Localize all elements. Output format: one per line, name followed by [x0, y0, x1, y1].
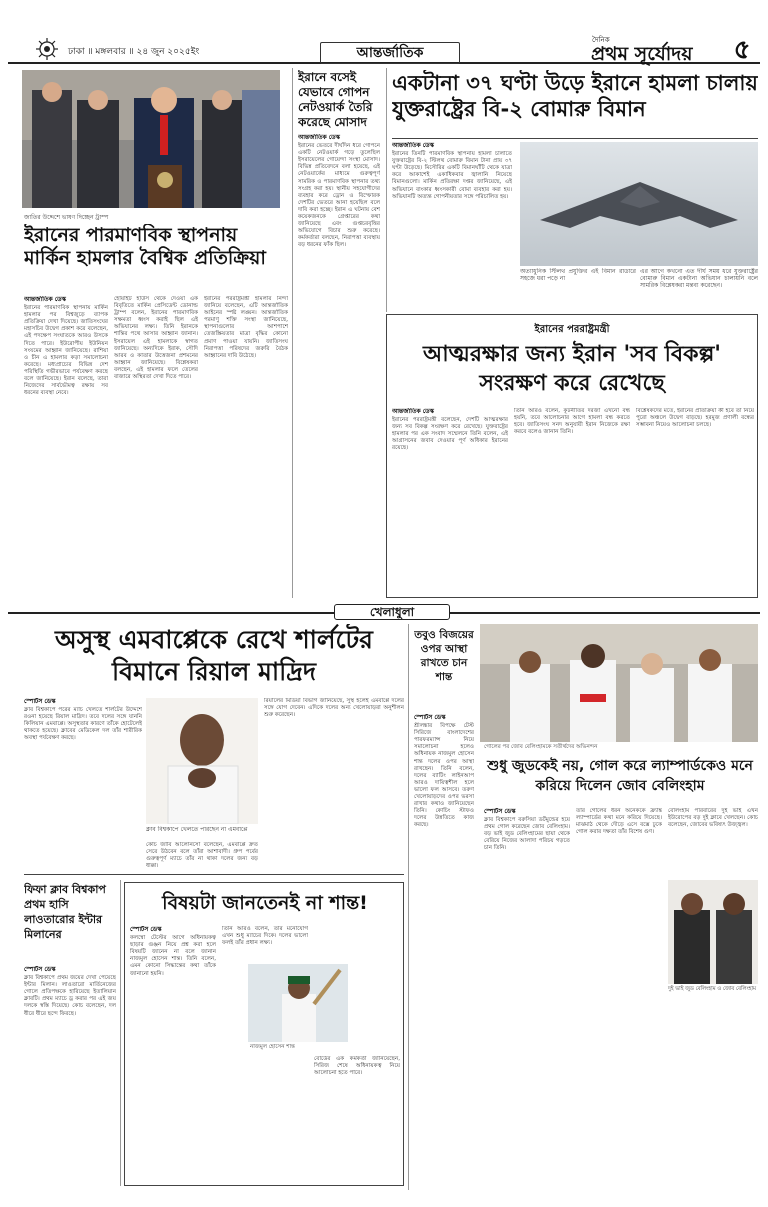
b2-bomber-photo — [520, 142, 758, 266]
iran-fm-col3 — [636, 408, 754, 594]
article-body: রিয়ালের মিডিয়া বিভাগ জানিয়েছে, সুস্থ হলেই এমবাপ্পে দলের সঙ্গে যোগ দেবেন। এদিকে দলের অন্য খেলোয়াড়রা অনুশীলন শুরু করেছেন। — [264, 698, 404, 719]
article-body: তিনি আরও বলেন, কূটনীতির দরজা এখনো বন্ধ হয়নি, তবে আলোচনার আগে হামলা বন্ধ করতে হবে। জাতিসংঘ সনদ অনুযায়ী ইরান নিজেকে রক্ষা করবে বলেও জানান তিনি। — [514, 408, 630, 436]
bellingham-col2 — [576, 808, 662, 1186]
column-divider — [120, 880, 121, 1186]
article-body: ইরানের পররাষ্ট্রমন্ত্রী হামলার নিন্দা জানিয়ে বলেছেন, এটি আন্তর্জাতিক আইনের স্পষ্ট লঙ্ঘন। আন্তর্জাতিক পরমাণু শক্তি সংস্থা জানিয়েছে, স্থাপনাগুলোর আশপাশে তেজস্ক্রিয়তার মাত্রা বৃদ্ধির কোনো প্রমাণ পাওয়া যায়নি। জাতিসংঘ নিরাপত্তা পরিষদের জরুরি বৈঠক আহ্বানের দাবি উঠেছে। — [204, 296, 288, 359]
byline: স্পোর্টস ডেস্ক — [130, 926, 162, 933]
article-body: বিশ্লেষকদের মতে, ইরানের প্রতিক্রিয়া কী হবে তা নিয়ে পুরো অঞ্চলে উদ্বেগ বাড়ছে। হরমুজ প্রণালী বন্ধের সম্ভাবনা নিয়েও আলোচনা চলছে। — [636, 408, 754, 429]
column-divider — [408, 624, 409, 1190]
byline: স্পোর্টস ডেস্ক — [414, 714, 446, 721]
byline: স্পোর্টস ডেস্ক — [24, 966, 56, 973]
article-body: তিনি আরও বলেন, তাঁর মনোযোগ এখন শুধু ম্যাচের দিকে। দলের ভালো ফলই তাঁর প্রধান লক্ষ্য। — [222, 926, 308, 947]
sports-section-band — [8, 604, 760, 620]
iran-fm-col1 — [392, 408, 508, 594]
brand-prefix: দৈনিক — [592, 36, 610, 44]
article-body: ক্লাব বিশ্বকাপে বরুসিয়া ডর্টমুন্ডের হয়ে প্রথম গোল করেছেন জোব বেলিংহাম। বড় ভাই জুড বেলিংহামের ছায়া থেকে বেরিয়ে নিজের আলাদা পরিচয় গড়তে চান তিনি। — [484, 817, 570, 852]
article-body: ইরানের পারমাণবিক স্থাপনায় মার্কিন হামলার পর বিশ্বজুড়ে ব্যাপক প্রতিক্রিয়া দেখা দিয়েছে। জাতিসংঘের মহাসচিব উদ্বেগ প্রকাশ করে বলেছেন, এই পদক্ষেপ সংঘাতকে আরও উসকে দিতে পারে। ইউরোপীয় ইউনিয়ন সংযমের আহ্বান জানিয়েছে। রাশিয়া ও চীন এ হামলার কড়া সমালোচনা করেছে। মধ্যপ্রাচ্যের বিভিন্ন দেশ পরিস্থিতি গভীরভাবে পর্যবেক্ষণ করছে বলে জানিয়েছে। ইরান বলেছে, তারা নিজেদের সার্বভৌমত্ব রক্ষায় সব ধরনের ব্যবস্থা নেবে। — [24, 305, 108, 397]
headline-hope: তবুও বিজয়ের ওপর আস্থা রাখতে চান শান্ত — [414, 629, 474, 683]
article-body: তাঁর গোলের ধরন অনেককে ফ্র্যাঙ্ক ল্যাম্পার্ডের কথা মনে করিয়ে দিয়েছে। মাঝমাঠ থেকে দৌড়ে এসে বক্সে ঢুকে গোল করার দক্ষতা তাঁর বিশেষ গুণ। — [576, 808, 662, 836]
sports-section-title: খেলাধুলা — [334, 604, 450, 620]
bellingham-celebration-photo — [480, 624, 758, 742]
headline-iran-fm: আত্মরক্ষার জন্য ইরান 'সব বিকল্প' সংরক্ষণ করে রেখেছে — [422, 342, 722, 396]
iran-strike-col2 — [114, 296, 198, 598]
headline-b2: একটানা ৩৭ ঘণ্টা উড়ে ইরানে হামলা চালায় যুক্তরাষ্ট্রের বি-২ বোমারু বিমান — [392, 71, 758, 121]
photo-caption: অত্যাধুনিক স্টিলথ প্রযুক্তির এই বিমান রাডারে সহজে ধরা পড়ে না — [520, 268, 636, 283]
byline: আন্তর্জাতিক ডেস্ক — [298, 134, 340, 141]
article-body: ক্লাব বিশ্বকাপে প্রথম জয়ের দেখা পেয়েছে ইন্টার মিলান। লাওতারো মার্তিনেজের গোলে প্রতিপক্ষকে হারিয়েছে ইতালিয়ান ক্লাবটি। প্রথম ম্যাচে ড্র করার পর এই জয় দলকে স্বস্তি দিয়েছে। কোচ বলেছেন, দল ধীরে ধীরে ছন্দে ফিরছে। — [24, 975, 116, 1017]
photo-caption: জাতির উদ্দেশে ভাষণ দিচ্ছেন ট্রাম্প — [24, 214, 109, 221]
byline: স্পোর্টস ডেস্ক — [484, 808, 516, 815]
article-body: ইরানের পররাষ্ট্রমন্ত্রী বলেছেন, দেশটি আত্মরক্ষার জন্য সব বিকল্প সংরক্ষণ করে রেখেছে। যুক্তরাষ্ট্রের হামলার পর এক সংবাদ সম্মেলনে তিনি বলেন, এই আগ্রাসনের জবাব দেওয়ার পূর্ণ অধিকার ইরানের রয়েছে। — [392, 417, 508, 452]
ornament-icon — [36, 38, 58, 60]
article-body: হোয়াইট হাউস থেকে দেওয়া এক বিবৃতিতে মার্কিন প্রেসিডেন্ট ডোনাল্ড ট্রাম্প বলেন, ইরানের পারমাণবিক সক্ষমতা ধ্বংস করাই ছিল এই অভিযানের লক্ষ্য। তিনি ইরানকে শান্তির পথে আসার আহ্বান জানান। ইসরায়েল এই হামলাকে স্বাগত জানিয়েছে। অন্যদিকে ইরাক, সৌদি আরব ও কাতার উত্তেজনা প্রশমনের আহ্বান জানিয়েছে। বিশ্লেষকরা বলছেন, এই হামলার ফলে তেলের বাজারে অস্থিরতা দেখা দিতে পারে। — [114, 296, 198, 381]
mbappe-col1 — [24, 698, 142, 870]
photo-caption: ক্লাব বিশ্বকাপে খেলতে পারছেন না এমবাপ্পে — [146, 826, 248, 833]
iran-fm-col2 — [514, 408, 630, 594]
article-body: বেলিংহাম পরিবারের দুই ভাই এখন ইউরোপের বড় দুই ক্লাবে খেলছেন। কোচ বলেছেন, জোবের ভবিষ্যৎ উজ্জ্বল। — [668, 808, 758, 829]
page-number: ৫ — [733, 35, 751, 65]
page-header — [8, 4, 760, 64]
mbappe-photo — [146, 698, 258, 824]
headline-mossad: ইরানে বসেই যেভাবে গোপন নেটওয়ার্ক তৈরি করেছে মোসাদ — [298, 70, 373, 129]
b2-body — [392, 142, 512, 306]
photo-caption: গোলের পর জোব বেলিংহামকে সতীর্থদের অভিনন্দন — [484, 744, 598, 750]
headline-iran-strike: ইরানের পারমাণবিক স্থাপনায় মার্কিন হামলার বৈশ্বিক প্রতিক্রিয়া — [24, 224, 266, 269]
mbappe-col3 — [264, 698, 404, 870]
iran-strike-col1 — [24, 296, 108, 598]
shanto-photo — [248, 964, 348, 1042]
bellingham-col1 — [484, 808, 570, 1186]
section-title: আন্তর্জাতিক — [320, 42, 460, 64]
kicker-iran-fm: ইরানের পররাষ্ট্রমন্ত্রী — [534, 324, 610, 335]
article-body: ইরানের ভেতরে দীর্ঘদিন ধরে গোপনে একটি নেটওয়ার্ক গড়ে তুলেছিল ইসরায়েলের গোয়েন্দা সংস্থা মোসাদ। বিভিন্ন প্রতিবেদনে বলা হয়েছে, এই নেটওয়ার্কের মাধ্যমে গুরুত্বপূর্ণ সামরিক ও পারমাণবিক স্থাপনার তথ্য সংগ্রহ করা হয়। স্থানীয় সহযোগীদের ব্যবহার করে ড্রোন ও বিস্ফোরক দেশটির ভেতরে আনা হয়েছিল বলে দাবি করা হচ্ছে। ইরান এ ঘটনায় বেশ কয়েকজনকে গ্রেপ্তারের কথা জানিয়েছে এবং গুপ্তচরবৃত্তির অভিযোগে বিচার শুরু করেছে। কর্মকর্তারা বলছেন, নিরাপত্তা ব্যবস্থায় বড় ধরনের ফাঁক ছিল। — [298, 143, 380, 249]
bellingham-col3 — [668, 808, 758, 878]
article-body: বোর্ডের এক কর্মকর্তা জানিয়েছেন, সিরিজ শেষে অধিনায়কত্ব নিয়ে আলোচনা হতে পারে। — [314, 1056, 400, 1077]
photo-caption: নাজমুল হোসেন শান্ত — [250, 1044, 295, 1050]
fifa-body — [24, 966, 116, 1186]
headline-rule — [392, 138, 758, 139]
shanto-col3 — [314, 1056, 400, 1182]
article-body: ক্লাব বিশ্বকাপে পরের ম্যাচ খেলতে শার্লটের উদ্দেশে রওনা হয়েছে রিয়াল মাদ্রিদ। তবে দলের সঙ্গে যাননি কিলিয়ান এমবাপ্পে। অসুস্থতার কারণে তাঁকে হোটেলেই থাকতে হয়েছে। ক্লাবের মেডিকেল দল তাঁর শারীরিক অবস্থা পর্যবেক্ষণ করছে। — [24, 707, 142, 742]
article-body: শ্রীলঙ্কার বিপক্ষে টেস্ট সিরিজে বাংলাদেশের পারফরম্যান্স নিয়ে সমালোচনা হলেও অধিনায়ক নাজমুল হোসেন শান্ত দলের ওপর আস্থা রাখছেন। তিনি বলেন, দলের ব্যাটিং লাইনআপ আরও দায়িত্বশীল হলে ভালো ফল আসবে। তরুণ খেলোয়াড়দের ওপর ভরসা রাখার কথাও জানিয়েছেন তিনি। কোচিং স্টাফও দলের উন্নতিতে কাজ করছে। — [414, 723, 474, 829]
trump-press-photo — [22, 70, 280, 208]
brand-name: প্রথম সূর্যোদয় — [591, 43, 693, 65]
mbappe-col2 — [146, 842, 258, 870]
headline-shanto: বিষয়টা জানতেনই না শান্ত! — [162, 892, 368, 914]
headline-mbappe: অসুস্থ এমবাপ্পেকে রেখে শার্লটের বিমানে রিয়াল মাদ্রিদ — [55, 625, 373, 686]
headline-bellingham: শুধু জুডকেই নয়, গোল করে ল্যাম্পার্ডকেও মনে করিয়ে দিলেন জোব বেলিংহাম — [487, 758, 753, 794]
byline: আন্তর্জাতিক ডেস্ক — [392, 408, 434, 415]
byline: আন্তর্জাতিক ডেস্ক — [392, 142, 434, 149]
photo-caption: দুই ভাই জুড বেলিংহাম ও জোব বেলিংহাম — [668, 986, 756, 992]
iran-strike-col3 — [204, 296, 288, 598]
bellingham-brothers-photo — [668, 880, 758, 984]
column-divider — [386, 68, 387, 312]
byline: আন্তর্জাতিক ডেস্ক — [24, 296, 66, 303]
shanto-col1 — [130, 926, 216, 1182]
mossad-body — [298, 134, 380, 598]
article-body: কোচ জাবি আলোনসো বলেছেন, এমবাপ্পে দ্রুত সেরে উঠবেন বলে তাঁরা আশাবাদী। গ্রুপ পর্বের গুরুত্বপূর্ণ ম্যাচে তাঁর না থাকা দলের জন্য বড় ধাক্কা। — [146, 842, 258, 870]
headline-fifa: ফিফা ক্লাব বিশ্বকাপ প্রথম হাসি লাওতারোর ইন্টার মিলানের — [24, 883, 106, 941]
column-divider — [292, 68, 293, 598]
hope-body — [414, 714, 474, 1186]
story-rule — [24, 874, 404, 875]
article-body: ইরানের তিনটি পারমাণবিক স্থাপনায় হামলা চালাতে যুক্তরাষ্ট্রের বি-২ স্টিলথ বোমারু বিমান টানা প্রায় ৩৭ ঘণ্টা উড়েছে। মিসৌরির একটি বিমানঘাঁটি থেকে যাত্রা করে আকাশেই একাধিকবার জ্বালানি নিয়েছে বিমানগুলো। মার্কিন প্রতিরক্ষা দপ্তর জানিয়েছে, এই অভিযানে বাংকার ধ্বংসকারী বোমা ব্যবহার করা হয়। অভিযানটি অত্যন্ত গোপনীয়তার সঙ্গে পরিচালিত হয়। — [392, 151, 512, 200]
b2-side-text: এর আগে কখনো এত দীর্ঘ সময় ধরে যুক্তরাষ্ট্রের বোমারু বিমান একটানা অভিযান চালায়নি বলে সামরিক বিশ্লেষকরা মন্তব্য করেছেন। — [640, 268, 758, 290]
article-body: কলম্বো টেস্টের আগে অধিনায়কত্ব ছাড়ার গুঞ্জন নিয়ে প্রশ্ন করা হলে বিষয়টি জানেন না বলে জানান নাজমুল হোসেন শান্ত। তিনি বলেন, এমন কোনো সিদ্ধান্তের কথা তাঁকে জানানো হয়নি। — [130, 935, 216, 977]
byline: স্পোর্টস ডেস্ক — [24, 698, 56, 705]
date-line: ঢাকা ॥ মঙ্গলবার ॥ ২৪ জুন ২০২৫ইং — [68, 47, 200, 57]
